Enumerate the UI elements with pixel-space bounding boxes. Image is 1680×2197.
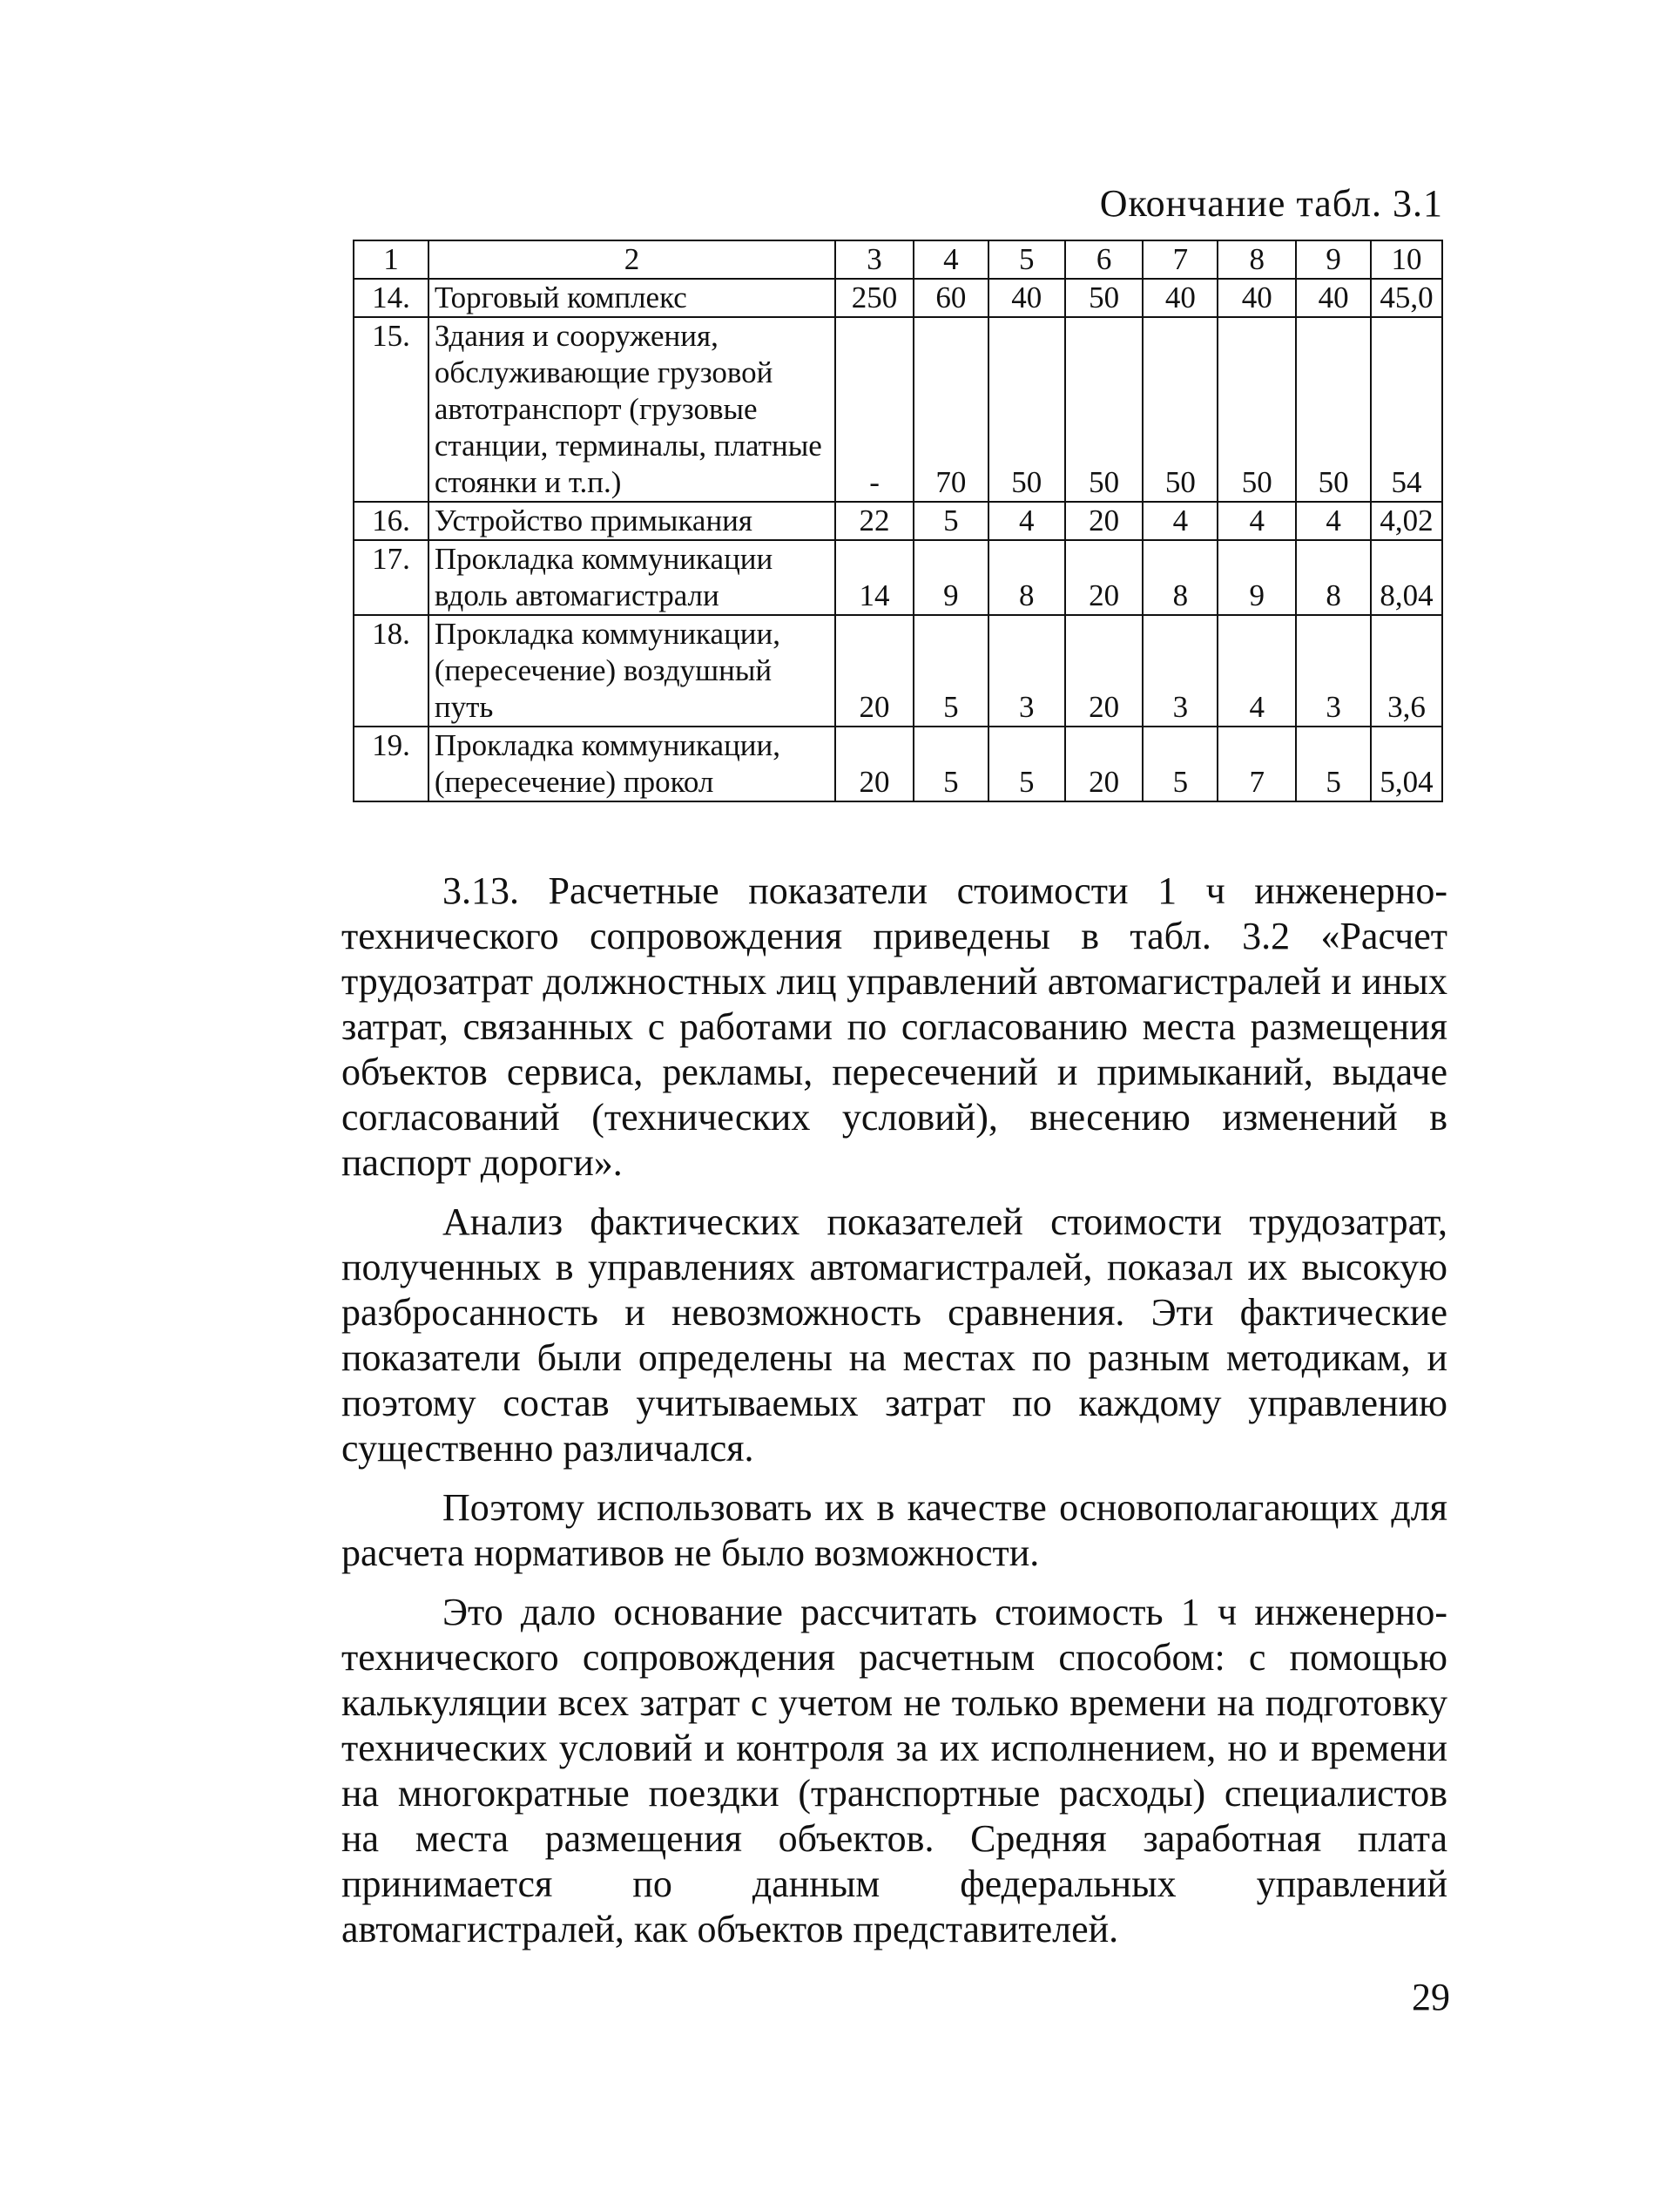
row-name: Прокладка коммуникации, (пересечение) воздушный путь bbox=[428, 615, 835, 727]
value-cell: 3 bbox=[1296, 615, 1371, 727]
value-cell: 20 bbox=[1065, 540, 1144, 615]
table-row bbox=[354, 727, 1442, 801]
paragraph: Это дало основание рассчитать стоимость 1 ч инженерно-технического сопровождения расчетным способом: с помощью калькуляции всех затрат с учетом не только времени на подготовку технических условий и контроля за их исполнением, но и времени на многократные поездки (транспортные расходы) специалистов на места размещения объектов. Средняя заработная плата принимается по данным федеральных управлений автомагистралей, как объектов представителей. bbox=[341, 1591, 1447, 1950]
header-cell: 9 bbox=[1296, 240, 1371, 279]
value-cell: 4 bbox=[1296, 502, 1371, 540]
table-row bbox=[354, 279, 1442, 317]
value-cell: 40 bbox=[1218, 279, 1296, 317]
header-cell: 1 bbox=[354, 240, 428, 279]
header-cell: 4 bbox=[914, 240, 988, 279]
table-row bbox=[354, 540, 1442, 615]
row-name: Прокладка коммуникации, (пересечение) прокол bbox=[428, 727, 835, 801]
paragraph: Поэтому использовать их в качестве основополагающих для расчета нормативов не было возможности. bbox=[341, 1486, 1447, 1574]
table-header-row bbox=[354, 240, 1442, 279]
header-cell: 8 bbox=[1218, 240, 1296, 279]
data-table bbox=[353, 240, 1443, 802]
row-number: 14. bbox=[354, 279, 428, 317]
header-cell: 10 bbox=[1371, 240, 1442, 279]
value-cell: 50 bbox=[1296, 317, 1371, 502]
value-cell: 22 bbox=[835, 502, 914, 540]
header-cell: 7 bbox=[1143, 240, 1218, 279]
value-cell: 5 bbox=[988, 727, 1065, 801]
row-number: 17. bbox=[354, 540, 428, 615]
value-cell: 5 bbox=[1143, 727, 1218, 801]
row-number: 18. bbox=[354, 615, 428, 727]
value-cell: 50 bbox=[988, 317, 1065, 502]
value-cell: 50 bbox=[1065, 279, 1144, 317]
value-cell: 5 bbox=[914, 502, 988, 540]
value-cell: 4,02 bbox=[1371, 502, 1442, 540]
value-cell: 8 bbox=[1296, 540, 1371, 615]
header-cell: 5 bbox=[988, 240, 1065, 279]
value-cell: 5 bbox=[914, 615, 988, 727]
value-cell: 20 bbox=[1065, 502, 1144, 540]
value-cell: 4 bbox=[988, 502, 1065, 540]
paragraph: 3.13. Расчетные показатели стоимости 1 ч инженерно-технического сопровождения приведены в табл. 3.2 «Расчет трудозатрат должностных лиц управлений автомагистралей и иных затрат, связанных с работами по согласованию места размещения объектов сервиса, рекламы, пересечений и примыканий, выдаче согласований (технических условий), внесению изменений в паспорт дороги». bbox=[341, 869, 1447, 1184]
header-cell: 2 bbox=[428, 240, 835, 279]
header-cell: 6 bbox=[1065, 240, 1144, 279]
value-cell: 60 bbox=[914, 279, 988, 317]
row-name: Торговый комплекс bbox=[428, 279, 835, 317]
value-cell: 70 bbox=[914, 317, 988, 502]
value-cell: 20 bbox=[1065, 615, 1144, 727]
value-cell: 5 bbox=[914, 727, 988, 801]
paragraph: Анализ фактических показателей стоимости трудозатрат, полученных в управлениях автомагистралей, показал их высокую разбросанность и невозможность сравнения. Эти фактические показатели были определены на местах по разным методикам, и поэтому состав учитываемых затрат по каждому управлению существенно различался. bbox=[341, 1200, 1447, 1470]
value-cell: 7 bbox=[1218, 727, 1296, 801]
page-number: 29 bbox=[1412, 1976, 1450, 2018]
header-cell: 3 bbox=[835, 240, 914, 279]
value-cell: 20 bbox=[835, 727, 914, 801]
row-number: 15. bbox=[354, 317, 428, 502]
table-row bbox=[354, 502, 1442, 540]
row-name: Прокладка коммуникации вдоль автомагистрали bbox=[428, 540, 835, 615]
value-cell: 4 bbox=[1218, 502, 1296, 540]
value-cell: 4 bbox=[1143, 502, 1218, 540]
table-row bbox=[354, 615, 1442, 727]
value-cell: 40 bbox=[1296, 279, 1371, 317]
value-cell: 50 bbox=[1143, 317, 1218, 502]
value-cell: 50 bbox=[1218, 317, 1296, 502]
row-number: 16. bbox=[354, 502, 428, 540]
value-cell: 3,6 bbox=[1371, 615, 1442, 727]
value-cell: 20 bbox=[1065, 727, 1144, 801]
row-number: 19. bbox=[354, 727, 428, 801]
value-cell: 40 bbox=[988, 279, 1065, 317]
value-cell: - bbox=[835, 317, 914, 502]
value-cell: 14 bbox=[835, 540, 914, 615]
value-cell: 3 bbox=[988, 615, 1065, 727]
value-cell: 9 bbox=[914, 540, 988, 615]
value-cell: 3 bbox=[1143, 615, 1218, 727]
row-name: Устройство примыкания bbox=[428, 502, 835, 540]
value-cell: 45,0 bbox=[1371, 279, 1442, 317]
value-cell: 250 bbox=[835, 279, 914, 317]
value-cell: 5,04 bbox=[1371, 727, 1442, 801]
body-text bbox=[341, 869, 1447, 1952]
value-cell: 20 bbox=[835, 615, 914, 727]
value-cell: 8 bbox=[1143, 540, 1218, 615]
value-cell: 5 bbox=[1296, 727, 1371, 801]
row-name: Здания и сооружения, обслуживающие грузовой автотранспорт (грузовые станции, терминалы, платные стоянки и т.п.) bbox=[428, 317, 835, 502]
table-caption: Окончание табл. 3.1 bbox=[1099, 182, 1443, 225]
value-cell: 40 bbox=[1143, 279, 1218, 317]
value-cell: 8,04 bbox=[1371, 540, 1442, 615]
value-cell: 50 bbox=[1065, 317, 1144, 502]
value-cell: 9 bbox=[1218, 540, 1296, 615]
table-row bbox=[354, 317, 1442, 502]
value-cell: 54 bbox=[1371, 317, 1442, 502]
value-cell: 4 bbox=[1218, 615, 1296, 727]
value-cell: 8 bbox=[988, 540, 1065, 615]
